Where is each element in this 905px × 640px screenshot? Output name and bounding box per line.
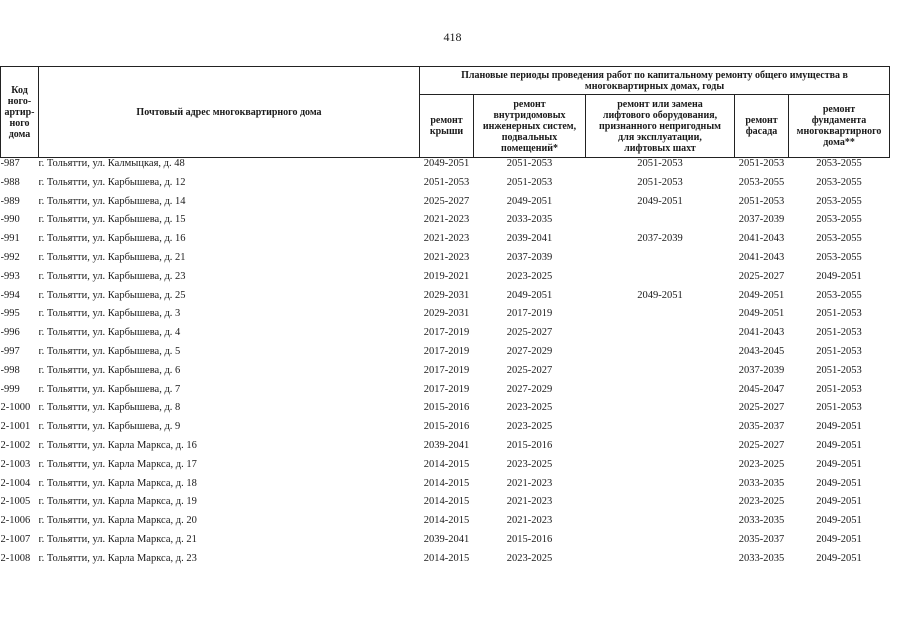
systems-period: 2049-2051 — [506, 195, 553, 207]
elevator-period — [586, 365, 735, 384]
elevator-period — [586, 515, 735, 534]
roof-period: 2029-2031 — [423, 308, 470, 320]
facade-period: 2051-2053 — [738, 158, 785, 169]
table-row — [1, 327, 890, 346]
foundation-period: 2049-2051 — [816, 515, 862, 527]
foundation-period: 2049-2051 — [816, 421, 862, 433]
house-code: 2-1006 — [0, 515, 31, 527]
address: г. Тольятти, ул. Карла Маркса, д. 23 — [38, 552, 197, 564]
header-planned-periods: Плановые периоды проведения работ по капитальному ремонту общего имущества в многоквартирных домах, годы — [420, 67, 890, 95]
foundation-period: 2051-2053 — [816, 327, 862, 339]
elevator-period — [586, 346, 735, 365]
foundation-period: 2049-2051 — [816, 458, 862, 470]
foundation-period: 2049-2051 — [816, 270, 862, 282]
house-code: -994 — [0, 289, 20, 301]
header-elevator: ремонт или замена лифтового оборудования, признанного непригодным для эксплуатации, лифтовых шахт — [586, 95, 735, 158]
systems-period: 2021-2023 — [506, 515, 553, 527]
roof-period: 2017-2019 — [423, 327, 470, 339]
table-row — [1, 421, 890, 440]
facade-period: 2037-2039 — [738, 364, 785, 376]
table-row — [1, 196, 890, 215]
address: г. Тольятти, ул. Карбышева, д. 5 — [38, 345, 181, 357]
roof-period: 2039-2041 — [423, 533, 470, 545]
table-row — [1, 290, 890, 309]
elevator-period: 2049-2051 — [637, 289, 683, 301]
foundation-period: 2049-2051 — [816, 533, 862, 545]
foundation-period: 2049-2051 — [816, 477, 862, 489]
roof-period: 2021-2023 — [423, 233, 470, 245]
table-row — [1, 214, 890, 233]
systems-period: 2023-2025 — [506, 270, 553, 282]
table-row — [1, 252, 890, 271]
address: г. Тольятти, ул. Карбышева, д. 8 — [38, 402, 181, 414]
house-code: -993 — [0, 270, 20, 282]
address: г. Тольятти, ул. Карбышева, д. 23 — [38, 270, 186, 282]
roof-period: 2014-2015 — [423, 458, 470, 470]
house-code: -988 — [0, 176, 20, 188]
facade-period: 2025-2027 — [738, 439, 785, 451]
header-row-top — [1, 67, 890, 95]
elevator-period: 2051-2053 — [637, 158, 683, 169]
systems-period: 2015-2016 — [506, 439, 553, 451]
roof-period: 2051-2053 — [423, 176, 470, 188]
foundation-period: 2051-2053 — [816, 383, 862, 395]
house-code: 2-1001 — [0, 421, 31, 433]
table-row — [1, 271, 890, 290]
house-code: -991 — [0, 233, 20, 245]
facade-period: 2025-2027 — [738, 402, 785, 414]
elevator-period — [586, 440, 735, 459]
facade-period: 2053-2055 — [738, 176, 785, 188]
header-house-code: Код ного- артир- ного дома — [1, 67, 39, 158]
table-row — [1, 402, 890, 421]
elevator-period — [586, 214, 735, 233]
address: г. Тольятти, ул. Карбышева, д. 9 — [38, 421, 181, 433]
table-row — [1, 308, 890, 327]
elevator-period — [586, 252, 735, 271]
table-row — [1, 459, 890, 478]
address: г. Тольятти, ул. Карла Маркса, д. 16 — [38, 439, 197, 451]
address: г. Тольятти, ул. Карбышева, д. 15 — [38, 214, 186, 226]
systems-period: 2023-2025 — [506, 458, 553, 470]
roof-period: 2015-2016 — [423, 402, 470, 414]
repair-schedule-table — [0, 66, 890, 572]
elevator-period: 2037-2039 — [637, 233, 683, 245]
facade-period: 2033-2035 — [738, 515, 785, 527]
house-code: 2-1002 — [0, 439, 31, 451]
elevator-period — [586, 534, 735, 553]
address: г. Тольятти, ул. Карбышева, д. 21 — [38, 251, 186, 263]
table-row — [1, 365, 890, 384]
foundation-period: 2053-2055 — [816, 233, 862, 245]
foundation-period: 2049-2051 — [816, 439, 862, 451]
systems-period: 2021-2023 — [506, 496, 553, 508]
house-code: 2-1007 — [0, 533, 31, 545]
table-row — [1, 158, 890, 177]
foundation-period: 2053-2055 — [816, 158, 862, 169]
table-row — [1, 515, 890, 534]
facade-period: 2049-2051 — [738, 308, 785, 320]
header-engineering-systems: ремонт внутридомовых инженерных систем, подвальных помещений* — [474, 95, 586, 158]
systems-period: 2037-2039 — [506, 251, 553, 263]
house-code: 2-1004 — [0, 477, 31, 489]
roof-period: 2014-2015 — [423, 552, 470, 564]
facade-period: 2035-2037 — [738, 533, 785, 545]
house-code: -992 — [0, 251, 20, 263]
address: г. Тольятти, ул. Карбышева, д. 25 — [38, 289, 186, 301]
house-code: -987 — [0, 158, 20, 169]
facade-period: 2045-2047 — [738, 383, 785, 395]
roof-period: 2019-2021 — [423, 270, 470, 282]
roof-period: 2017-2019 — [423, 364, 470, 376]
elevator-period — [586, 421, 735, 440]
facade-period: 2025-2027 — [738, 270, 785, 282]
facade-period: 2035-2037 — [738, 421, 785, 433]
elevator-period: 2049-2051 — [637, 195, 683, 207]
address: г. Тольятти, ул. Карла Маркса, д. 21 — [38, 533, 197, 545]
address: г. Тольятти, ул. Карбышева, д. 16 — [38, 233, 186, 245]
systems-period: 2017-2019 — [506, 308, 553, 320]
systems-period: 2023-2025 — [506, 421, 553, 433]
facade-period: 2043-2045 — [738, 345, 785, 357]
address: г. Тольятти, ул. Карбышева, д. 14 — [38, 195, 186, 207]
house-code: 2-1003 — [0, 458, 31, 470]
elevator-period — [586, 496, 735, 515]
facade-period: 2049-2051 — [738, 289, 785, 301]
roof-period: 2021-2023 — [423, 214, 470, 226]
foundation-period: 2051-2053 — [816, 345, 862, 357]
house-code: -997 — [0, 345, 20, 357]
house-code: -995 — [0, 308, 20, 320]
foundation-period: 2053-2055 — [816, 195, 862, 207]
house-code: 2-1000 — [0, 402, 31, 414]
facade-period: 2033-2035 — [738, 552, 785, 564]
systems-period: 2023-2025 — [506, 552, 553, 564]
roof-period: 2014-2015 — [423, 496, 470, 508]
systems-period: 2025-2027 — [506, 364, 553, 376]
house-code: -989 — [0, 195, 20, 207]
header-roof: ремонт крыши — [420, 95, 474, 158]
elevator-period — [586, 327, 735, 346]
foundation-period: 2053-2055 — [816, 214, 862, 226]
foundation-period: 2049-2051 — [816, 496, 862, 508]
roof-period: 2049-2051 — [423, 158, 470, 169]
table-row — [1, 496, 890, 515]
address: г. Тольятти, ул. Карла Маркса, д. 17 — [38, 458, 197, 470]
systems-period: 2049-2051 — [506, 289, 553, 301]
systems-period: 2027-2029 — [506, 383, 553, 395]
table-body — [1, 158, 890, 572]
table-row — [1, 534, 890, 553]
header-address: Почтовый адрес многоквартирного дома — [39, 67, 420, 158]
address: г. Тольятти, ул. Карбышева, д. 7 — [38, 383, 181, 395]
table-row — [1, 346, 890, 365]
roof-period: 2015-2016 — [423, 421, 470, 433]
house-code: 2-1005 — [0, 496, 31, 508]
house-code: 2-1008 — [0, 552, 31, 564]
elevator-period: 2051-2053 — [637, 176, 683, 188]
elevator-period — [586, 271, 735, 290]
table-row — [1, 478, 890, 497]
address: г. Тольятти, ул. Карла Маркса, д. 18 — [38, 477, 197, 489]
roof-period: 2021-2023 — [423, 251, 470, 263]
elevator-period — [586, 384, 735, 403]
foundation-period: 2049-2051 — [816, 552, 862, 564]
elevator-period — [586, 308, 735, 327]
table-row — [1, 384, 890, 403]
facade-period: 2033-2035 — [738, 477, 785, 489]
address: г. Тольятти, ул. Калмыцкая, д. 48 — [38, 158, 185, 169]
systems-period: 2051-2053 — [506, 176, 553, 188]
address: г. Тольятти, ул. Карбышева, д. 12 — [38, 176, 186, 188]
elevator-period — [586, 553, 735, 572]
systems-period: 2051-2053 — [506, 158, 553, 169]
table-row — [1, 233, 890, 252]
elevator-period — [586, 402, 735, 421]
systems-period: 2025-2027 — [506, 327, 553, 339]
house-code: -996 — [0, 327, 20, 339]
roof-period: 2039-2041 — [423, 439, 470, 451]
systems-period: 2021-2023 — [506, 477, 553, 489]
table-row — [1, 440, 890, 459]
foundation-period: 2053-2055 — [816, 289, 862, 301]
facade-period: 2041-2043 — [738, 327, 785, 339]
address: г. Тольятти, ул. Карбышева, д. 6 — [38, 364, 181, 376]
systems-period: 2015-2016 — [506, 533, 553, 545]
facade-period: 2041-2043 — [738, 251, 785, 263]
address: г. Тольятти, ул. Карла Маркса, д. 20 — [38, 515, 197, 527]
roof-period: 2029-2031 — [423, 289, 470, 301]
house-code: -998 — [0, 364, 20, 376]
foundation-period: 2053-2055 — [816, 176, 862, 188]
systems-period: 2027-2029 — [506, 345, 553, 357]
foundation-period: 2051-2053 — [816, 402, 862, 414]
roof-period: 2025-2027 — [423, 195, 470, 207]
systems-period: 2033-2035 — [506, 214, 553, 226]
header-foundation: ремонт фундамента многоквартирного дома** — [789, 95, 890, 158]
address: г. Тольятти, ул. Карбышева, д. 3 — [38, 308, 181, 320]
facade-period: 2023-2025 — [738, 458, 785, 470]
systems-period: 2023-2025 — [506, 402, 553, 414]
facade-period: 2041-2043 — [738, 233, 785, 245]
roof-period: 2014-2015 — [423, 477, 470, 489]
address: г. Тольятти, ул. Карла Маркса, д. 19 — [38, 496, 197, 508]
elevator-period — [586, 478, 735, 497]
systems-period: 2039-2041 — [506, 233, 553, 245]
address: г. Тольятти, ул. Карбышева, д. 4 — [38, 327, 181, 339]
roof-period: 2014-2015 — [423, 515, 470, 527]
table-row — [1, 553, 890, 572]
facade-period: 2051-2053 — [738, 195, 785, 207]
header-facade: ремонт фасада — [735, 95, 789, 158]
foundation-period: 2051-2053 — [816, 308, 862, 320]
roof-period: 2017-2019 — [423, 383, 470, 395]
facade-period: 2037-2039 — [738, 214, 785, 226]
table-header — [1, 67, 890, 158]
elevator-period — [586, 459, 735, 478]
foundation-period: 2053-2055 — [816, 251, 862, 263]
foundation-period: 2051-2053 — [816, 364, 862, 376]
facade-period: 2023-2025 — [738, 496, 785, 508]
table-row — [1, 177, 890, 196]
house-code: -999 — [0, 383, 20, 395]
house-code: -990 — [0, 214, 20, 226]
roof-period: 2017-2019 — [423, 345, 470, 357]
page-number: 418 — [443, 30, 462, 44]
